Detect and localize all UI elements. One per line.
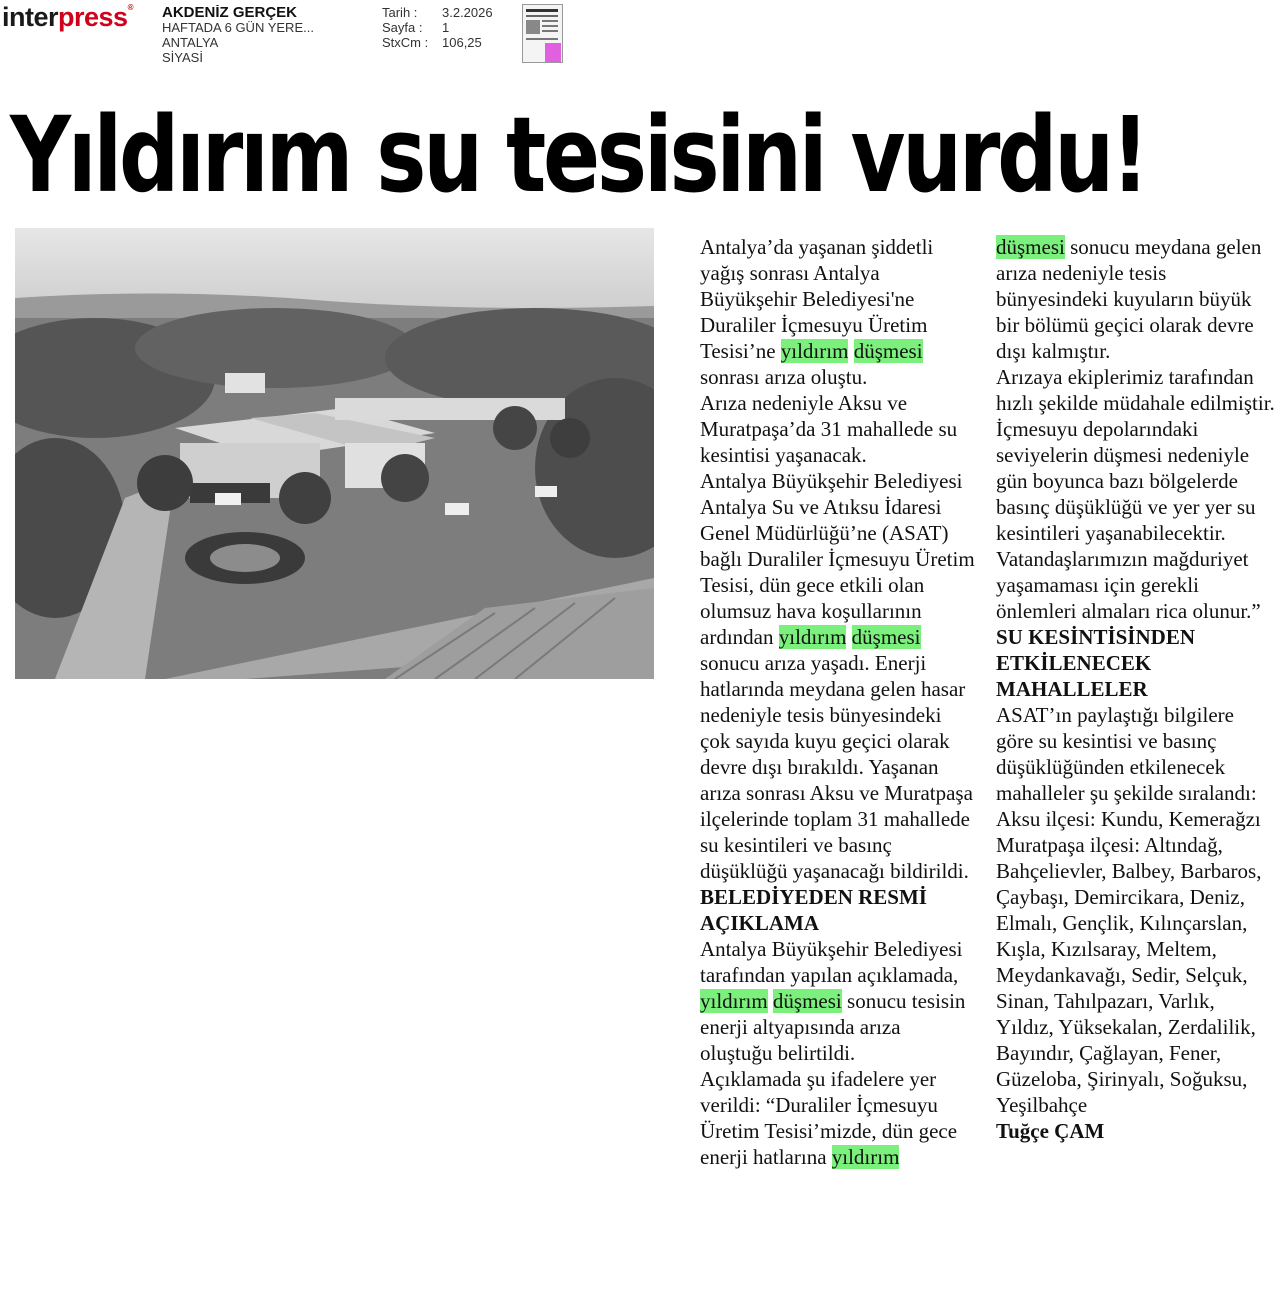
highlight-term: yıldırım (780, 339, 849, 363)
page-value: 1 (442, 20, 450, 35)
stxcm-value: 106,25 (442, 35, 482, 50)
paragraph-4-text: Antalya Büyükşehir Belediyesi tarafından yapılan açıklamada, (700, 937, 963, 987)
highlight-term: yıldırım (778, 625, 847, 649)
article-column-1 (700, 234, 975, 1170)
paragraph-3-end: sonucu arıza yaşadı. Enerji hatlarında meydana gelen hasar nedeniyle tesis bünyesindeki çok sayıda kuyu geçici olarak devre dışı bırakıldı. Yaşanan arıza sonrası Aksu ve Muratpaşa ilçelerinde toplam 31 mahallede su kesintileri ve basınç düşüklüğü yaşanacağı bildirildi. (700, 651, 973, 883)
highlight-term: düşmesi (996, 235, 1065, 259)
paragraph-5-text: Açıklamada şu ifadelere yer verildi: “Duraliler İçmesuyu Üretim Tesisi’mizde, dün gece enerji hatlarına (700, 1067, 958, 1169)
date-label: Tarih : (382, 5, 418, 20)
paragraph-1-end: sonrası arıza oluştu. (700, 365, 868, 389)
date-value: 3.2.2026 (442, 5, 493, 20)
paragraph-10: ASAT’ın paylaştığı bilgilere göre su kesintisi ve basınç düşüklüğünden etkilenecek mahalleler şu şekilde sıralandı: Aksu ilçesi: Kundu, Kemerağzı (996, 703, 1261, 831)
publication-city: ANTALYA (162, 35, 219, 50)
paragraph-9: Vatandaşlarımızın mağduriyet yaşamaması için gerekli önlemleri almaları rica olunur.” (996, 547, 1261, 623)
logo-main-text: inter (2, 2, 59, 32)
article-column-2 (996, 234, 1276, 1144)
paragraph-4 (700, 936, 975, 1066)
paragraph-6-text: sonucu meydana gelen arıza nedeniyle tesis bünyesindeki kuyuların büyük bir bölümü geçici olarak devre dışı kalmıştır. (996, 235, 1262, 363)
paragraph-5 (700, 1066, 975, 1170)
paragraph-11: Muratpaşa ilçesi: Altındağ, Bahçelievler, Balbey, Barbaros, Çaybaşı, Demircikara, Deniz, Elmalı, Gençlik, Kılınçarslan, Kışla, Kızılsaray, Meltem, Meydankavağı, Sedir, Selçuk, Sinan, Tahılpazarı, Varlık, Yıldız, Yüksekalan, Zerdalilik, Bayındır, Çağlayan, Fener, Güzeloba, Şirinyalı, Soğuksu, Yeşilbahçe (996, 833, 1262, 1117)
stxcm-row (382, 35, 493, 50)
paragraph-1 (700, 234, 975, 390)
article-photo (15, 228, 654, 679)
interpress-logo: interpress® (2, 2, 133, 32)
date-row (382, 5, 493, 20)
page-thumbnail-icon[interactable] (522, 4, 563, 63)
publication-category: SİYASİ (162, 50, 203, 65)
byline: Tuğçe ÇAM (996, 1119, 1105, 1143)
stxcm-label: StxCm : (382, 35, 429, 50)
highlight-term: düşmesi (853, 339, 923, 363)
logo-accent-text: press (58, 2, 128, 32)
page-row (382, 20, 493, 35)
subheading-affected-neighborhoods: SU KESİNTİSİNDEN ETKİLENECEK MAHALLELER (996, 625, 1195, 701)
publication-name: AKDENİZ GERÇEK (162, 5, 298, 20)
page-label: Sayfa : (382, 20, 423, 35)
paragraph-2: Arıza nedeniyle Aksu ve Muratpaşa’da 31 mahallede su kesintisi yaşanacak. (700, 391, 958, 467)
headline: Yıldırım su tesisini vurdu! (10, 94, 1147, 216)
clip-meta (382, 5, 493, 50)
paragraph-3 (700, 468, 975, 884)
paragraph-8: İçmesuyu depolarındaki seviyelerin düşmesi nedeniyle gün boyunca bazı bölgelerde basınç düşüklüğü ve yer yer su kesintileri yaşanabilecektir. (996, 417, 1256, 545)
highlight-term: yıldırım (700, 989, 768, 1013)
paragraph-3-text: Antalya Büyükşehir Belediyesi Antalya Su ve Atıksu İdaresi Genel Müdürlüğü’ne (ASAT) bağlı Duraliler İçmesuyu Üretim Tesisi, dün gece etkili olan olumsuz hava koşullarının ardından (700, 469, 975, 649)
paragraph-1-text: Antalya’da yaşanan şiddetli yağış sonrası Antalya Büyükşehir Belediyesi'ne Duraliler İçmesuyu Üretim Tesisi’ne (700, 235, 934, 363)
paragraph-6 (996, 234, 1276, 364)
highlight-term: yıldırım (831, 1145, 900, 1169)
subheading-official-statement: BELEDİYEDEN RESMİ AÇIKLAMA (700, 885, 927, 935)
publication-info (162, 5, 362, 65)
highlight-term: düşmesi (772, 989, 842, 1013)
paragraph-4-end: sonucu tesisin enerji altyapısında arıza oluştuğu belirtildi. (700, 989, 966, 1065)
publication-frequency: HAFTADA 6 GÜN YERE... (162, 20, 314, 35)
paragraph-7: Arızaya ekiplerimiz tarafından hızlı şekilde müdahale edilmiştir. (996, 365, 1275, 415)
highlight-term: düşmesi (851, 625, 921, 649)
